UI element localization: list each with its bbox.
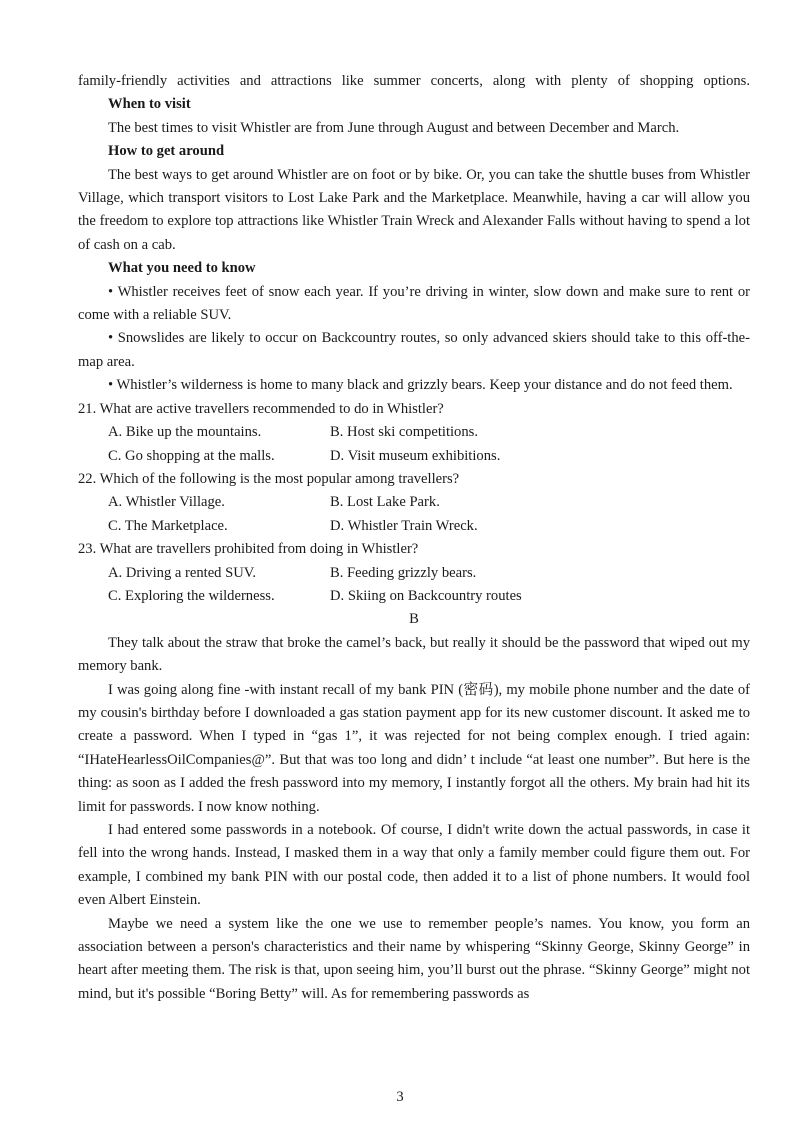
section-b-label: B	[409, 611, 419, 628]
option-b: B. Host ski competitions.	[330, 424, 478, 441]
page-number: 3	[396, 1089, 404, 1105]
option-row	[78, 421, 750, 444]
option-a: A. Whistler Village.	[108, 494, 225, 511]
question-stem: 22. Which of the following is the most popular among travellers?	[78, 470, 460, 487]
section-b-paragraph: I had entered some passwords in a notebook. Of course, I didn't write down the actual passwords, in case it fell into the wrong hands. Instead, I masked them in a way that only a family member could figure them out. For example, I combined my bank PIN with our postal code, then added it to a list of phone numbers. It would fool even Albert Einstein.	[78, 822, 750, 909]
option-a: A. Bike up the mountains.	[108, 424, 262, 441]
option-b: B. Lost Lake Park.	[330, 494, 440, 511]
bullet-item: • Whistler’s wilderness is home to many black and grizzly bears. Keep your distance and do not feed them.	[108, 377, 733, 394]
heading-what-you-need-to-know: What you need to know	[108, 260, 256, 277]
option-b: B. Feeding grizzly bears.	[330, 564, 477, 581]
question-23	[78, 538, 750, 608]
bullet-item: • Snowslides are likely to occur on Backcountry routes, so only advanced skiers should take to this off-the-map area.	[78, 330, 750, 370]
section-b-paragraph: I was going along fine -with instant recall of my bank PIN (密码), my mobile phone number and the date of my cousin's birthday before I downloaded a gas station payment app for its new customer discount. It asked me to create a password. When I typed in “gas 1”, it was rejected for not being complex enough. I tried again: “IHateHearlessOilCompanies@”. But that was too long and didn’ t include “at least one number”. But here is the thing: as soon as I added the fresh password into my memory, I instantly forgot all the others. My brain had hit its limit for passwords. I now know nothing.	[78, 681, 750, 815]
when-to-visit-text: The best times to visit Whistler are from June through August and between December and March.	[108, 119, 680, 136]
option-a: A. Driving a rented SUV.	[108, 564, 257, 581]
option-c: C. Go shopping at the malls.	[108, 447, 275, 464]
bullet-item: • Whistler receives feet of snow each year. If you’re driving in winter, slow down and make sure to rent or come with a reliable SUV.	[78, 283, 750, 324]
question-stem: 23. What are travellers prohibited from doing in Whistler?	[78, 541, 419, 558]
how-to-get-around-text: The best ways to get around Whistler are on foot or by bike. Or, you can take the shuttle buses from Whistler Village, which transport visitors to Lost Lake Park and the Marketplace. Meanwhile, having a car will allow you the freedom to explore top attractions like Whistler Train Wreck and Alexander Falls without having to spend a lot of cash on a cab.	[78, 166, 750, 253]
option-row	[78, 491, 750, 514]
question-stem: 21. What are active travellers recommended to do in Whistler?	[78, 400, 444, 417]
section-b-paragraph: Maybe we need a system like the one we use to remember people’s names. You know, you form an association between a person's characteristics and their name by whispering “Skinny George, Skinny George” in heart after meeting them. The risk is that, upon seeing him, you’ll burst out the phrase. “Skinny George” might not mind, but it's possible “Boring Betty” will. As for remembering passwords as	[78, 915, 750, 1002]
option-d: D. Skiing on Backcountry routes	[330, 587, 522, 604]
option-d: D. Visit museum exhibitions.	[330, 447, 501, 464]
question-22	[78, 468, 750, 538]
heading-when-to-visit: When to visit	[108, 96, 191, 113]
heading-how-to-get-around: How to get around	[108, 143, 225, 160]
section-b-paragraph: They talk about the straw that broke the camel’s back, but really it should be the password that wiped out my memory bank.	[78, 634, 750, 675]
option-c: C. Exploring the wilderness.	[108, 587, 275, 604]
option-row	[78, 562, 750, 585]
option-d: D. Whistler Train Wreck.	[330, 517, 478, 534]
option-row	[78, 585, 750, 608]
page-content	[78, 70, 750, 1006]
passage-a-intro-tail: family-friendly activities and attractions like summer concerts, along with plenty of shopping options.	[78, 73, 750, 89]
option-row	[78, 445, 750, 468]
question-21	[78, 398, 750, 468]
option-c: C. The Marketplace.	[108, 517, 228, 534]
option-row	[78, 515, 750, 538]
